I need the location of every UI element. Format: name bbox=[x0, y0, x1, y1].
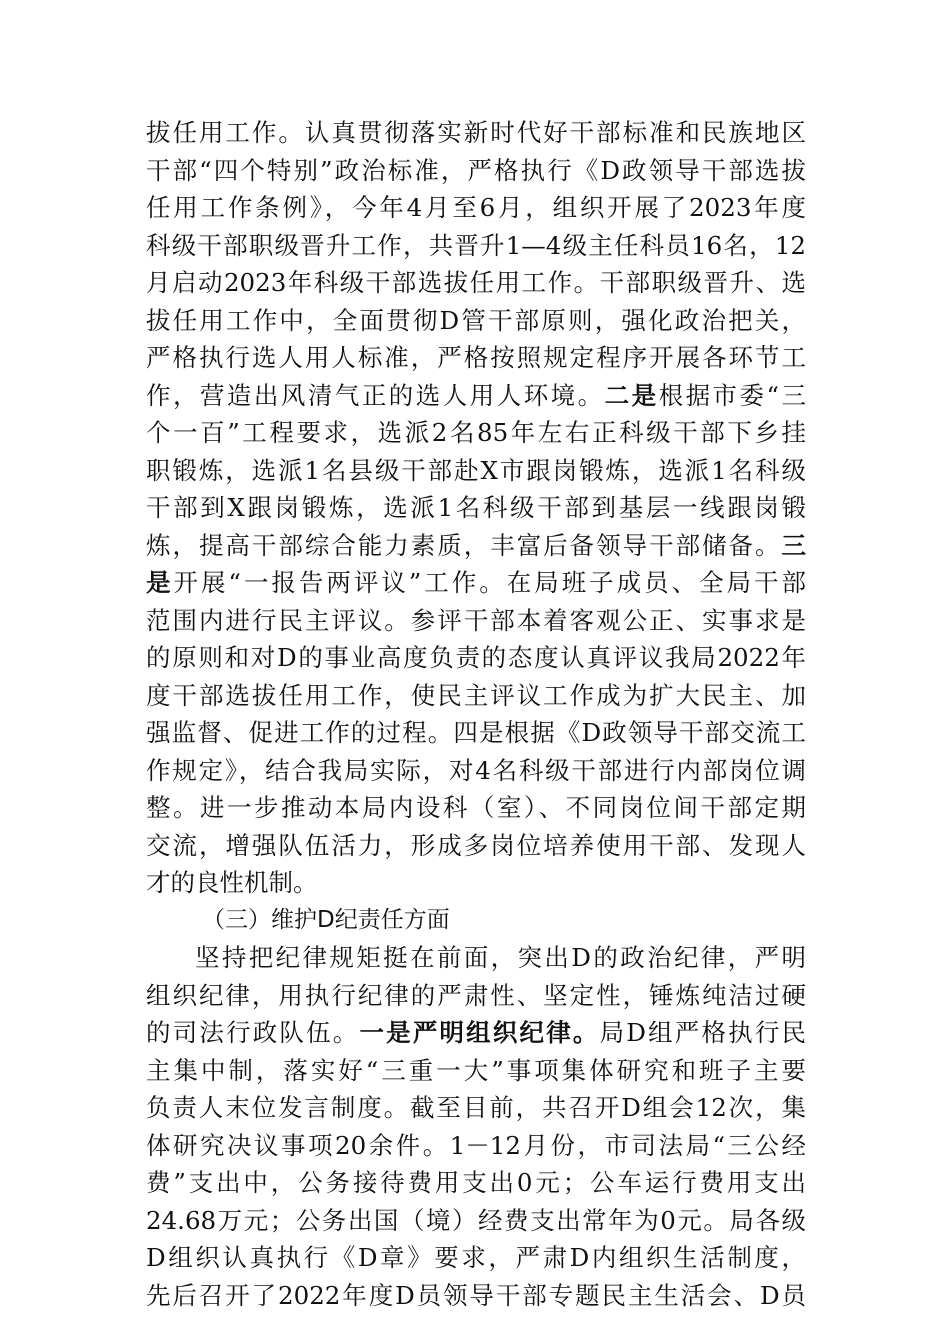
bold-run: 三 bbox=[781, 530, 806, 560]
text-line: D组织认真执行《D章》要求，严肃D内组织生活制度， bbox=[146, 1243, 806, 1272]
text-line: 组织纪律，用执行纪律的严肃性、坚定性，锤炼纯洁过硬 bbox=[146, 980, 806, 1010]
text-line bbox=[146, 527, 806, 565]
text-line: 体研究决议事项20余件。1－12月份，市司法局“三公经 bbox=[146, 1130, 806, 1160]
text-line: 才的良性机制。 bbox=[146, 868, 318, 897]
text-line: 负责人末位发言制度。截至目前，共召开D组会12次，集 bbox=[146, 1093, 806, 1122]
text-line: 度干部选拔任用工作，使民主评议工作成为扩大民主、加 bbox=[146, 680, 806, 710]
bold-run: 是 bbox=[146, 568, 174, 597]
text-line: 严格执行选人用人标准，严格按照规定程序开展各环节工 bbox=[146, 343, 806, 372]
text-line: 任用工作条例》，今年4月至6月，组织开展了2023年度 bbox=[146, 193, 806, 222]
text-line: 作规定》，结合我局实际，对4名科级干部进行内部岗位调 bbox=[146, 755, 806, 785]
bold-run: 二是 bbox=[604, 380, 659, 410]
text-run: 炼，提高干部综合能力素质，丰富后备领导干部储备。 bbox=[146, 530, 782, 560]
text-line: 干部“四个特别”政治标准，严格执行《D政领导干部选拔 bbox=[146, 155, 806, 185]
text-line: 整。进一步推动本局内设科（室）、不同岗位间干部定期 bbox=[146, 793, 806, 822]
text-line bbox=[146, 377, 806, 415]
text-line: 主集中制，落实好“三重一大”事项集体研究和班子主要 bbox=[146, 1055, 806, 1085]
bold-run: 一是严明组织纪律。 bbox=[359, 1018, 600, 1047]
text-line bbox=[146, 564, 806, 602]
text-line: 干部到X跟岗锻炼，选派1名科级干部到基层一线跟岗锻 bbox=[146, 493, 806, 522]
text-run: 局D组严格执行民 bbox=[599, 1018, 807, 1047]
text-run: 根据市委“三 bbox=[658, 380, 807, 410]
text-line: 职锻炼，选派1名县级干部赴X市跟岗锻炼，选派1名科级 bbox=[146, 455, 806, 485]
text-line bbox=[146, 1014, 806, 1052]
text-line: 先后召开了2022年度D员领导干部专题民主生活会、D员 bbox=[146, 1280, 806, 1310]
text-line: 月启动2023年科级干部选拔任用工作。干部职级晋升、选 bbox=[146, 268, 806, 297]
text-line: 费”支出中，公务接待费用支出0元；公车运行费用支出 bbox=[146, 1168, 806, 1197]
text-line: 强监督、促进工作的过程。四是根据《D政领导干部交流工 bbox=[146, 718, 806, 747]
text-run: 作，营造出风清气正的选人用人环境。 bbox=[146, 380, 605, 410]
text-line: 交流，增强队伍活力，形成多岗位培养使用干部、发现人 bbox=[146, 830, 806, 860]
text-line: 坚持把纪律规矩挺在前面，突出D的政治纪律，严明 bbox=[195, 943, 806, 972]
text-line: 个一百”工程要求，选派2名85年左右正科级干部下乡挂 bbox=[146, 418, 806, 447]
text-line: 拔任用工作。认真贯彻落实新时代好干部标准和民族地区 bbox=[146, 118, 806, 147]
section-heading: （三）维护D纪责任方面 bbox=[202, 906, 450, 933]
document-page bbox=[146, 114, 806, 1314]
text-line: 24.68万元；公务出国（境）经费支出常年为0元。局各级 bbox=[146, 1205, 806, 1235]
text-run: 开展“一报告两评议”工作。在局班子成员、全局干部 bbox=[173, 568, 806, 597]
text-line: 的原则和对D的事业高度负责的态度认真评议我局2022年 bbox=[146, 643, 806, 672]
text-line: 科级干部职级晋升工作，共晋升1—4级主任科员16名，12 bbox=[146, 230, 806, 260]
text-run: 的司法行政队伍。 bbox=[146, 1018, 360, 1047]
text-line: 范围内进行民主评议。参评干部本着客观公正、实事求是 bbox=[146, 605, 806, 635]
text-line: 拔任用工作中，全面贯彻D管干部原则，强化政治把关， bbox=[146, 305, 806, 335]
